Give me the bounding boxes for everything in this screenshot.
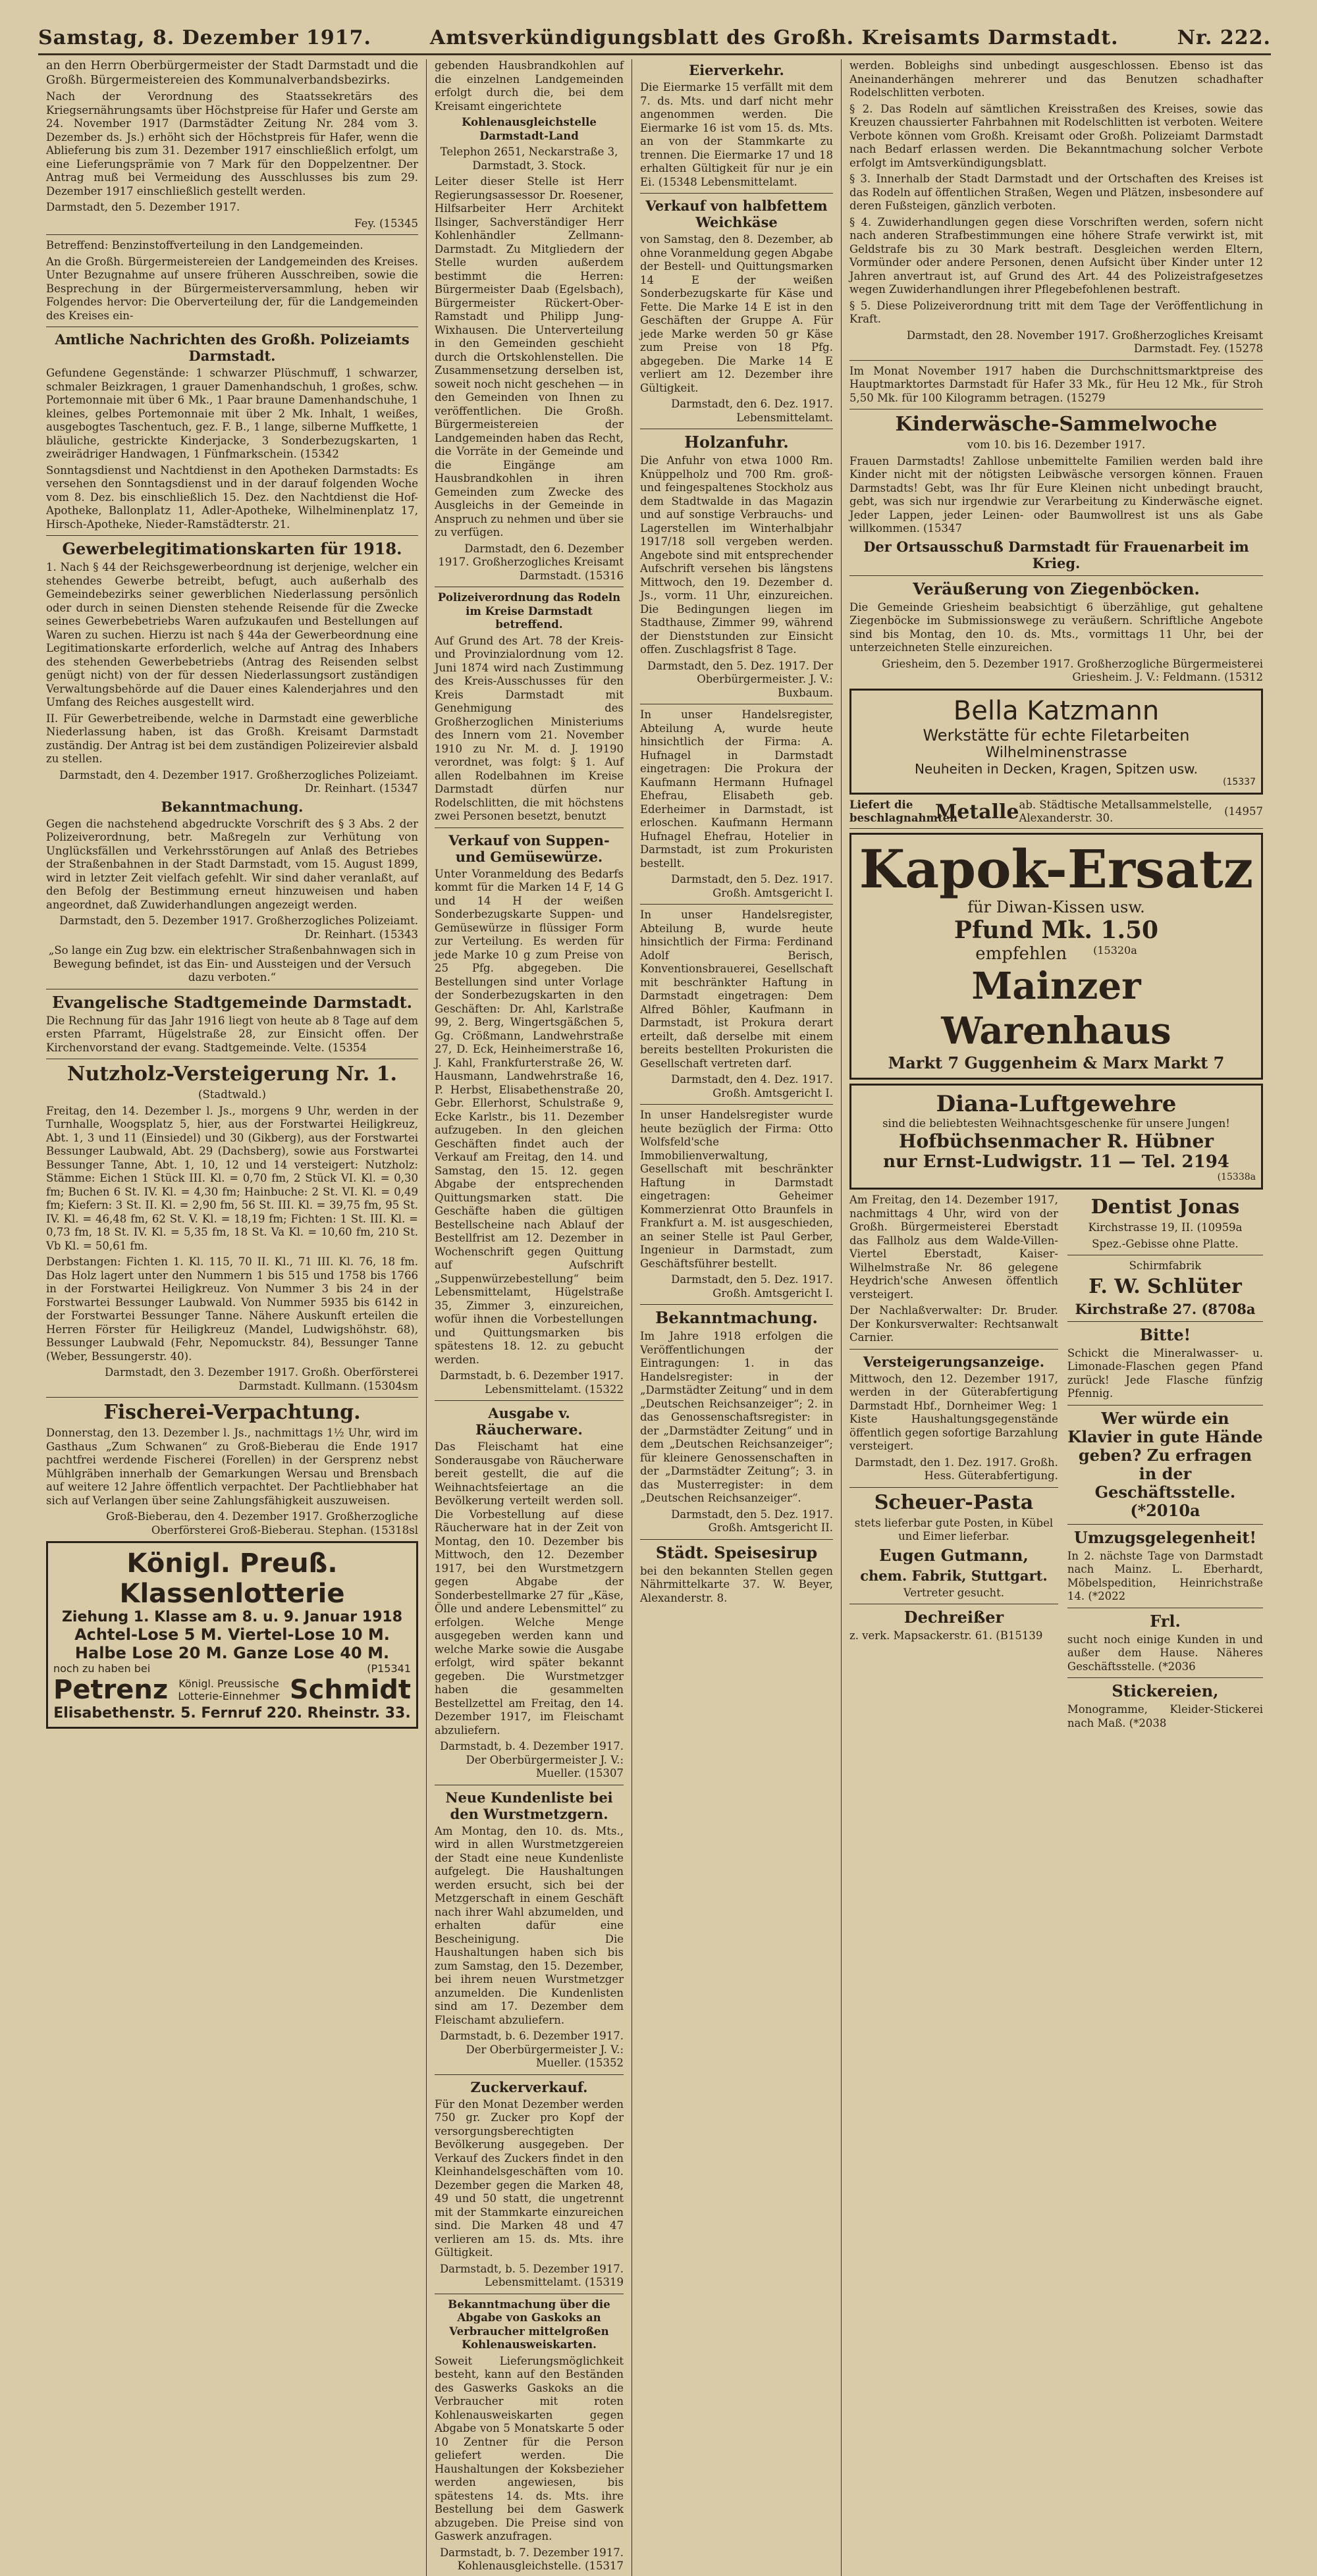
section-heading: Veräußerung von Ziegenböcken. [913,579,1200,598]
text-block: In unser Handelsregister, Abteilung B, wurde heute hinsichtlich der Firma: Ferdinand Adolf Berisch, Konventionsbrauerei, Gesellschaft mit beschränkter Haftung in Darmstadt eingetragen: Dem Alfred Böhler, Kaufmann in Darmstadt, ist Prokura derart erteilt, daß derselbe mit einem bereits bestellten Prokuristen die Gesellschaft vertreten darf. [640,908,833,1070]
ad-address: Markt 7 Guggenheim & Marx Markt 7 [888,1053,1225,1072]
divider [435,1400,624,1401]
ad-title: Bella Katzmann [953,695,1160,726]
signature: Darmstadt, b. 4. Dezember 1917. Der Oberbürgermeister J. V.: Mueller. (15307 [439,1740,624,1779]
lottery-note: noch zu haben bei [53,1662,151,1675]
text-block: Frauen Darmstadts! Zahllose unbemittelte Familien werden bald ihre Kinder nicht mit der nötigsten Leibwäsche versorgen können. Frauen Darmstadts! Gebt, was Ihr für Eure Kleinen nicht unbedingt braucht, gebt, was sich nur irgendwie zur Verarbeitung zu Kinderwäsche eignet. Jeder Lappen, jeder Leinen- oder Baumwollrest ist uns als Gabe willkommen. (15347 [849,454,1263,535]
signature: Fey. (15345 [354,217,418,230]
text-block: Im Jahre 1918 erfolgen die Veröffentlichungen der Eintragungen: 1. in das Handelsregister: in der „Darmstädter Zeitung“ und in dem „Deutschen Reichsanzeiger“; 2. in das Genossenschaftsregister: in der „Darmstädter Zeitung“ und in dem „Deutschen Reichsanzeiger“; für kleinere Genossenschaften in der „Darmstädter Zeitung“; 3. in das Musterregister: in dem „Deutschen Reichsanzeiger“. [640,1330,833,1504]
ad-line: Wilhelminenstrasse [985,744,1127,761]
signature: Der Nachlaßverwalter: Dr. Bruder. Der Konkursverwalter: Rechtsanwalt Carnier. [849,1304,1058,1344]
signature: Darmstadt, den 5. Dez. 1917. Großh. Amtsgericht I. [671,1273,833,1300]
section-heading: Nutzholz-Versteigerung Nr. 1. [67,1063,397,1086]
divider [1067,1524,1263,1525]
signature: Darmstadt, b. 7. Dezember 1917. Kohlenausgleichstelle. (15317 [439,2546,624,2572]
text-block: Soweit Lieferungsmöglichkeit besteht, kann auf den Beständen des Gaswerks Gaskoks an die Verbraucher mit roten Kohlenausweiskarten gegen Abgabe von 5 Monatskarte 5 oder 10 Zentner für die Person geliefert werden. Die Haushaltungen der Koksbezieher werden angewiesen, bis spätestens 14. ds. Mts. ihre Bestellung bei dem Gaswerk abzugeben. Die Preise sind von Gaswerk anzufragen. [435,2354,624,2542]
ad-code: (15320a [1093,943,1137,957]
divider [1067,1405,1263,1406]
text-block: Die Eiermarke 15 verfällt mit dem 7. ds. Mts. und darf nicht mehr angenommen werden. Die Eiermarke 16 ist vom 15. ds. Mts. an von der Stammkarte zu trennen. Die Eiermarke 17 und 18 erhalten Gültigkeit für nur je ein Ei. (15348 Lebensmittelamt. [640,81,833,188]
text-block: Die Gemeinde Griesheim beabsichtigt 6 überzählige, gut gehaltene Ziegenböcke im Submissionswege zu veräußern. Schriftliche Angebote sind bis Montag, den 10. ds. Mts., vormittags 11 Uhr, bei der unterzeichneten Stelle einzureichen. [849,600,1263,654]
ad-title: Dentist Jonas [1090,1196,1240,1219]
divider [46,1397,418,1398]
text-block: Nach der Verordnung des Staatssekretärs des Kriegsernährungsamts über Höchstpreise für Hafer und Gerste am 24. November 1917 (Darmstädter Zeitung Nr. 284 vom 3. Dezember ds. Js.) erhöht sich der Höchstpreis für Hafer, wenn die Ablieferung bis zum 31. Dezember 1917 einschließlich erfolgt, um eine Lieferungsprämie von 7 Mark für den Doppelzentner. Der Antrag muß bei Vermeidung des Ausschlusses bis zum 29. Dezember 1917 einschließlich gestellt werden. [46,90,418,197]
divider [849,1487,1058,1488]
text-block: 1. Nach § 44 der Reichsgewerbeordnung ist derjenige, welcher ein stehendes Gewerbe betreibt, befugt, auch außerhalb des Gemeindebezirks seiner gewerblichen Niederlassung persönlich oder durch in seinen Diensten stehende Reisende für die Zwecke seines Gewerbebetriebs Waren aufzukaufen und Bestellungen auf Waren zu suchen. Hierzu ist nach § 44a der Gewerbeordnung eine Legitimationskarte erforderlich, welche auf Antrag des Inhabers des stehenden Gewerbebetriebs (Antrag des Reisenden selbst genügt nicht) von der für dessen Niederlassungsort zuständigen Verwaltungsbehörde auf die Dauer eines Kalenderjahres und den Umfang des Reiches ausgestellt wird. [46,561,418,708]
divider [640,1539,833,1540]
signature: Darmstadt, b. 5. Dezember 1917. Lebensmittelamt. (15319 [439,2262,624,2288]
text-block: Unter Voranmeldung des Bedarfs kommt für die Marken 14 F, 14 G und 14 H der weißen Sonderbezugskarte Suppen- und Gemüsewürze in flüssiger Form zur Verteilung. Es werden für jede Marke 10 g zum Preise von 25 Pfg. abgegeben. Die Bestellungen sind unter Vorlage der Sonderbezugskarten in den Geschäften: Dr. Ahl, Karlstraße 99, 2. Berg, Wingertsgäßchen 5, Gg. Crößmann, Landwehrstraße 27, D. Eck, Heinheimerstraße 16, J. Kahl, Frankfurterstraße 26, W. Hausmann, Landwehrstraße 16, P. Herbst, Elisabethenstraße 20, Gebr. Ellerhorst, Schulstraße 9, Ecke Karlstr., bis 11. Dezember aufzugeben. In den gleichen Geschäften findet auch der Verkauf am Freitag, den 14. und Samstag, den 15. 12. gegen Abgabe der entsprechenden Quittungsmarken statt. Die Geschäfte haben die gültigen Bestellscheine nach Ablauf der Bestellfrist am 12. Dezember in Wochenschrift gegen Quittung auf Aufschrift „Suppenwürzebestellung“ beim Lebensmittelamt, Hügelstraße 35, Zimmer 3, einzureichen, wofür ihnen die Vorbestellungen und Quittungsmarken bis spätestens 18. 12. zu gebucht werden. [435,867,624,1366]
signature: Darmstadt, den 5. Dezember 1917. [46,201,240,213]
text-block: an den Herrn Oberbürgermeister der Stadt Darmstadt und die Großh. Bürgermeistereien des Kommunalverbandsbezirks. [46,59,418,87]
text-block: Schickt die Mineralwasser- u. Limonade-Flaschen gegen Pfand zurück! Jede Flasche fünfzig Pfennig. [1067,1346,1263,1400]
divider [849,360,1263,361]
column-2 [427,59,632,2576]
text-block: Gegen die nachstehend abgedruckte Vorschrift des § 3 Abs. 2 der Polizeiverordnung, betr. Maßregeln zur Verhütung von Unglücksfällen und Verkehrsstörungen auf Anlaß des Betriebes der Straßenbahnen in der Stadt Darmstadt, vom 15. August 1899, wird in letzter Zeit vielfach gefehlt. Wir sind daher veranlaßt, auf den Befolg der Bestimmung erneut hinzuweisen und haben angeordnet, daß Zuwiderhandlungen angezeigt werden. [46,817,418,911]
section-heading: Eierverkehr. [689,62,784,78]
ad-title: Kapok-Ersatz [859,837,1254,900]
text-block: Monogramme, Kleider-Stickerei nach Maß. (*2038 [1067,1703,1263,1729]
signature: Darmstadt, den 4. Dezember 1917. Großherzogliches Polizeiamt. Dr. Reinhart. (15347 [59,768,418,795]
text-block: Derbstangen: Fichten 1. Kl. 115, 70 II. Kl., 71 III. Kl. 76, 18 fm. Das Holz lagert unter den Nummern 1 bis 515 und 1758 bis 1766 in der Forstwartei Heiligkreuz. Von Nummer 3 bis 24 in der Forstwartei Bessunger Laubwald. Von Nummer 5935 bis 6142 in der Forstwartei Bessunger Tanne. Nähere Auskunft erteilen die Herren Förster für Heiligkreuz (Mandel, Ludwigshöhstr. 68), Bessunger Laubwald (Fehr, Nepomuckstr. 84), Bessunger Tanne (Weber, Bessungerstr. 40). [46,1255,418,1363]
text-block: An die Großh. Bürgermeistereien der Landgemeinden des Kreises. Unter Bezugnahme auf unsere früheren Ausschreiben, sowie die Besprechung in der Bürgermeisterversammlung, heben wir Folgendes hervor: Die Oberverteilung der, für die Landgemeinden des Kreises ein- [46,255,418,322]
text-block: Sonntagsdienst und Nachtdienst in den Apotheken Darmstadts: Es versehen den Sonntagsdienst und in der darauf folgenden Woche vom 8. Dez. bis einschließlich 15. Dez. den Nachtdienst die Hof-Apotheke, Ballonplatz 11, Adler-Apotheke, Wilhelminenplatz 17, Hirsch-Apotheke, Nieder-Ramstädterstr. 21. [46,463,418,531]
signature: Darmstadt, den 1. Dez. 1917. Großh. Hess. Güterabfertigung. [854,1456,1058,1482]
text-block: § 5. Diese Polizeiverordnung tritt mit dem Tage der Veröffentlichung in Kraft. [849,299,1263,325]
signature: Darmstadt, b. 6. Dezember 1917. Lebensmittelamt. (15322 [439,1369,624,1396]
ad-code: (15337 [1223,776,1256,787]
text-block: Donnerstag, den 13. Dezember l. Js., nachmittags 1½ Uhr, wird im Gasthaus „Zum Schwanen“ zu Groß-Bieberau die Ende 1917 pachtfrei werdende Fischerei (Forellen) in der Gersprenz nebst Mühlgräben innerhalb der Gemarkungen Wersau und Brensbach auf weitere 12 Jahre öffentlich verpachtet. Der Pachtliebhaber hat sich auf Verlangen über seine Zahlungsfähigkeit auszuweisen. [46,1427,418,1507]
section-heading: Verkauf von Suppen- und Gemüsewürze. [448,831,610,865]
ad-date: vom 10. bis 16. Dezember 1917. [967,438,1146,451]
ad-line: Schirmfabrik [1129,1259,1202,1272]
text-block: sucht noch einige Kunden in und außer dem Hause. Näheres Geschäftsstelle. (*2036 [1067,1633,1263,1673]
ad-line: für Diwan-Kissen usw. [967,897,1145,916]
text-block: Leiter dieser Stelle ist Herr Regierungsassessor Dr. Roesener, Hilfsarbeiter Herr Architekt Ilsinger, Sachverständiger Herr Kohlenhändler Zellmann-Darmstadt. Zu Mitgliedern der Stelle wurden außerdem bestimmt die Herren: Bürgermeister Daab (Egelsbach), Bürgermeister Rückert-Ober-Ramstadt und Philipp Jung-Wixhausen. Die Unterverteilung in den Gemeinden geschieht durch die Ortskohlenstellen. Die Zusammensetzung derselben ist, soweit noch nicht geschehen — in den Gemeinden von Ihnen zu veröffentlichen. Die Großh. Bürgermeistereien der Landgemeinden haben das Recht, die Vorräte in der Gemeinde und die Eingänge am Hausbrandkohlen in ihren Gemeinden zum Zwecke des Ausgleichs in der Gemeinde in Anspruch zu nehmen und über sie zu verfügen. [435,175,624,539]
section-heading: Verkauf von halbfettem Weichkäse [645,197,828,230]
text-block: Freitag, den 14. Dezember l. Js., morgens 9 Uhr, werden in der Turnhalle, Woogsplatz 5, hier, aus der Forstwartei Heiligkreuz, Abt. 1, 3 und 11 (Einsiedel) und 30 (Gikberg), aus der Forstwartei Bessunger Laubwald, Abt. 29 (Dachsberg), sowie aus Forstwartei Bessunger Tanne, Abt. 1, 10, 12 und 14 versteigert: Nutzholz: Stämme: Eichen 1 Stück III. Kl. = 0,70 fm, 2 Stück VI. Kl. = 0,30 fm; Buchen 6 St. IV. Kl. = 4,30 fm; Hainbuche: 2 St. VI. Kl. = 0,49 fm; Kiefern: 3 St. II. Kl. = 2,90 fm, 56 St. III. Kl. = 39,75 fm, 95 St. IV. Kl. = 46,48 fm, 62 St. V. Kl. = 18,19 fm; Fichten: 1 St. III. Kl. = 0,73 fm, 18 St. IV. Kl. = 5,35 fm, 18 St. Va Kl. = 10,60 fm, 210 St. Vb Kl. = 50,61 fm. [46,1104,418,1252]
columns [38,59,1271,2576]
text-block: werden. Bobleighs sind unbedingt ausgeschlossen. Ebenso ist das Aneinanderhängen mehrerer und das Benutzen schadhafter Rodelschlitten verboten. [849,59,1263,99]
lottery-vendor-desc: Königl. Preussische Lotterie-Einnehmer [178,1677,280,1702]
ad-title: Wer würde ein Klavier in gute Hände geben? Zu erfragen in der Geschäftsstelle. (*2010a [1067,1408,1263,1520]
ad-code: (15338a [1217,1172,1256,1182]
section-heading: Versteigerungsanzeige. [863,1353,1045,1370]
diana-ad [849,1084,1263,1190]
ad-line: stets lieferbar gute Posten, in Kübel und Eimer lieferbar. [854,1516,1054,1542]
ad-line: Kirchstraße 27. (8708a [1075,1300,1256,1317]
kapok-ad [849,833,1263,1080]
ad-title: Frl. [1150,1611,1181,1631]
column-1 [38,59,427,2576]
metal-ad [849,799,1263,829]
ad-line: Spez.-Gebisse ohne Platte. [1092,1237,1239,1250]
signature: Darmstadt, b. 6. Dezember 1917. Der Oberbürgermeister J. V.: Mueller. (15352 [439,2030,624,2069]
ad-vendor: Hofbüchsenmacher R. Hübner [898,1130,1214,1152]
header-number: Nr. 222. [1177,26,1271,49]
divider [1067,1321,1263,1322]
signature: Darmstadt, den 6. Dez. 1917. Lebensmittelamt. [671,398,833,424]
text-block: Mittwoch, den 12. Dezember 1917, werden in der Güterabfertigung Darmstadt Hbf., Dornheimer Weg: 1 Kiste Haushaltungsgegenstände öffentlich gegen sofortige Barzahlung versteigert. [849,1372,1058,1452]
lottery-ad [46,1541,418,1729]
text-block: In 2. nächste Tage von Darmstadt nach Mainz. L. Eberhardt, Möbelspedition, Heinrichstraße 14. (*2022 [1067,1549,1263,1602]
section-heading: Gewerbelegitimationskarten für 1918. [62,539,402,558]
notice-column [849,1194,1058,1646]
ads-column [1067,1194,1263,1733]
ad-line: sind die beliebtesten Weihnachtsgeschenke für unsere Jungen! [882,1117,1230,1130]
section-heading: Kohlenausgleichstelle Darmstadt-Land [462,116,597,142]
text-block: In unser Handelsregister, Abteilung A, wurde heute hinsichtlich der Firma: A. Hufnagel in Darmstadt eingetragen: Die Prokura der Kaufmann Hermann Hufnagel Ehefrau, Elisabeth geb. Ederheimer in Darmstadt, ist erloschen. Kaufmann Hermann Hufnagel Ehefrau, Hotelier in Darmstadt, ist zum Prokuristen bestellt. [640,708,833,870]
text-block: § 4. Zuwiderhandlungen gegen diese Vorschriften werden, sofern nicht nach anderen Strafbestimmungen eine höhere Strafe verwirkt ist, mit Geldstrafe bis zu 30 Mark bestraft. Desgleichen werden Eltern, Vormünder oder andere Personen, denen Aufsicht über Kinder unter 12 Jahren anvertraut ist, auf Grund des Art. 44 des Polizeistrafgesetzes wegen Zuwiderhandlungen ihrer Pflegebefohlenen bestraft. [849,215,1263,296]
lottery-vendor: Petrenz [53,1675,169,1705]
section-heading: Bekanntmachung über die Abgabe von Gaskoks an Verbraucher mittelgroßen Kohlenausweiskarten. [448,2298,610,2351]
ad-line: Kirchstrasse 19, II. (10959a [1088,1221,1243,1234]
ad-line: Werkstätte für echte Filetarbeiten [923,725,1190,745]
ad-line: Liefert die beschlagnahmten [849,798,958,824]
lottery-prices: Achtel-Lose 5 M. Viertel-Lose 10 M. [74,1625,390,1644]
lottery-prices: Halbe Lose 20 M. Ganze Lose 40 M. [74,1644,390,1662]
section-heading: Bekanntmachung. [161,798,304,815]
ad-line: empfehlen [975,943,1067,964]
divider [640,1304,833,1305]
divider [849,575,1263,576]
section-heading: Amtliche Nachrichten des Großh. Polizeiamts Darmstadt. [55,331,410,364]
bella-katzmann-ad [849,689,1263,795]
ad-address: nur Ernst-Ludwigstr. 11 — Tel. 2194 [883,1152,1229,1172]
text-block: Gefundene Gegenstände: 1 schwarzer Plüschmuff, 1 schwarzer, schmaler Beizkragen, 1 grauer Damenhandschuh, 1 großes, schw. Portemonnaie mit über 6 Mk., 1 Paar braune Damenhandschuhe, 1 kleines, gelbes Portemonnaie mit über 2 Mk. Inhalt, 1 weißes, ausgebogtes Taschentuch, gez. F. B., 1 lange, silberne Muffkette, 1 bläuliche, gestrickte Kinderjacke, 3 Sonderbezugskarten, 1 zweirädriger Handwagen, 1 Fünfmarkschein. (15342 [46,367,418,460]
text-block: Am Montag, den 10. ds. Mts., wird in allen Wurstmetzgereien der Stadt eine neue Kundenliste aufgelegt. Die Haushaltungen werden ersucht, sich bei der Metzgerschaft in einem Geschäft nach ihrer Wahl abzumelden, und erhalten dafür eine Bescheinigung. Die Haushaltungen haben sich bis zum Samstag, den 15. Dezember, bei ihrem neuen Wurstmetzger anzumelden. Die Kundenlisten sind am 17. Dezember dem Fleischamt abzuliefern. [435,1824,624,2026]
section-heading: Evangelische Stadtgemeinde Darmstadt. [51,992,413,1012]
text-block: Das Fleischamt hat eine Sonderausgabe von Räucherware bereit gestellt, die auf die Weihnachtsfeiertage an die Bevölkerung verteilt werden soll. Die Vorbestellung auf diese Räucherware hat in der Zeit von Montag, den 10. Dezember bis Mittwoch, den 12. Dezember 1917, bei den Wurstmetzgern gegen Abgabe der Sonderbestellmarke 27 für „Käse, Ölle und andere Lebensmittel“ zu erfolgen. Welche Menge ausgegeben werden kann und welche Marke sowie die Ausgabe erfolgt, wird später bekannt gegeben. Die Wurstmetzger haben die gesammelten Bestellzettel am Freitag, den 14. Dezember 1917, im Fleischamt abzuliefern. [435,1440,624,1737]
signature: Darmstadt, den 3. Dezember 1917. Großh. Oberförsterei Darmstadt. Kullmann. (15304sm [104,1366,418,1392]
text-block: Telephon 2651, Neckarstraße 3, Darmstadt, 3. Stock. [440,145,618,172]
column-3 [632,59,842,2576]
text-block: Die Anfuhr von etwa 1000 Rm. Knüppelholz und 700 Rm. groß- und feingespaltenes Stockholz aus dem Stadtwalde in das Magazin und auf sonstige Verbrauchs- und Lagerstellen im Winterhalbjahr 1917/18 soll vergeben werden. Angebote sind mit entsprechender Aufschrift versehen bis längstens Mittwoch, den 19. Dezember d. Js., vorm. 11 Uhr, einzureichen. Die Bedingungen liegen im Stadthause, Zimmer 99, während der Dienststunden zur Einsicht offen. Zuschlagsfrist 8 Tage. [640,454,833,656]
ad-title: Scheuer-Pasta [874,1490,1034,1514]
signature: Darmstadt, den 4. Dez. 1917. Großh. Amtsgericht I. [671,1073,833,1099]
section-heading: Holzanfuhr. [684,433,789,452]
text-block: II. Für Gewerbetreibende, welche in Darmstadt eine gewerbliche Niederlassung haben, ist das Großh. Kreisamt Darmstadt zuständig. Der Antrag ist bei dem zuständigen Polizeirevier alsbald zu stellen. [46,712,418,765]
ad-sponsor: Der Ortsausschuß Darmstadt für Frauenarbeit im Krieg. [863,538,1249,571]
lottery-title: Königl. Preuß. Klassenlotterie [119,1548,345,1609]
section-heading: Polizeiverordnung das Rodeln im Kreise Darmstadt betreffend. [437,591,621,631]
ad-line: z. verk. Mapsackerstr. 61. (B15139 [849,1629,1043,1642]
text-block: § 3. Innerhalb der Stadt Darmstadt und der Ortschaften des Kreises ist das Rodeln auf öffentlichen Straßen, Wegen und Plätzen, insbesondere auf deren Fußsteigen, gänzlich verboten. [849,172,1263,212]
ad-title: Stickereien, [1112,1681,1219,1700]
ad-vendor: Mainzer Warenhaus [941,964,1171,1053]
ad-line: ab. Städtische Metallsammelstelle, Alexanderstr. 30. [1019,798,1212,824]
page-header [38,26,1271,55]
divider [849,1349,1058,1350]
signature: Darmstadt, den 5. Dez. 1917. Großh. Amtsgericht II. [671,1508,833,1534]
header-title: Amtsverkündigungsblatt des Großh. Kreisamts Darmstadt. [429,26,1119,49]
signature: Darmstadt, den 5. Dez. 1917. Der Oberbürgermeister. J. V.: Buxbaum. [647,659,833,699]
ad-line: Vertreter gesucht. [903,1586,1004,1599]
signature: Darmstadt, den 28. November 1917. Großherzogliches Kreisamt Darmstadt. Fey. (15278 [906,329,1263,355]
divider [1067,1677,1263,1678]
ad-heading: Kinderwäsche-Sammelwoche [895,413,1218,436]
ad-price: Pfund Mk. 1.50 [954,916,1159,944]
signature: Darmstadt, den 5. Dezember 1917. Großherzogliches Polizeiamt. Dr. Reinhart. (15343 [59,914,418,941]
text-block: gebenden Hausbrandkohlen auf die einzelnen Landgemeinden erfolgt durch die, bei dem Kreisamt eingerichtete [435,59,624,113]
divider [640,1104,833,1105]
section-heading: Ausgabe v. Räucherware. [475,1405,583,1438]
signature: Darmstadt, den 6. Dezember 1917. Großherzogliches Kreisamt Darmstadt. (15316 [438,542,624,582]
text-block: Betreffend: Benzinstoffverteilung in den Landgemeinden. [46,239,363,251]
header-date: Samstag, 8. Dezember 1917. [38,26,371,49]
text-block: Für den Monat Dezember werden 750 gr. Zucker pro Kopf der versorgungsberechtigten Bevölkerung ausgegeben. Der Verkauf des Zuckers findet in den Kleinhandelsgeschäften vom 10. Dezember gegen die Marken 48, 49 und 50 statt, die ungetrennt mit der Stammkarte einzureichen sind. Die Marken 48 und 47 verlieren am 15. ds. Mts. ihre Gültigkeit. [435,2097,624,2259]
quote: „So lange ein Zug bzw. ein elektrischer Straßenbahnwagen sich in Bewegung befindet, ist das Ein- und Aussteigen und der Versuch dazu verboten.“ [48,944,416,984]
signature: Griesheim, den 5. Dezember 1917. Großherzogliche Bürgermeisterei Griesheim. J. V.: Feldmann. (15312 [882,657,1263,683]
ad-vendor: chem. Fabrik, Stuttgart. [860,1567,1048,1584]
text-block: Die Rechnung für das Jahr 1916 liegt von heute ab 8 Tage auf dem ersten Pfarramt, Hügelstraße 28, zur Einsicht offen. Der Kirchenvorstand der evang. Stadtgemeinde. Velte. (15354 [46,1014,418,1054]
text-block: In unser Handelsregister wurde heute bezüglich der Firma: Otto Wolfsfeld'sche Immobilienverwaltung, Gesellschaft mit beschränkter Haftung in Darmstadt eingetragen: Geheimer Kommerzienrat Otto Braunfels in Frankfurt a. M. ist ausgeschieden, an seiner Stelle ist Paul Gerber, Ingenieur in Darmstadt, zum Geschäftsführer bestellt. [640,1109,833,1270]
column-4 [842,59,1271,2576]
signature: Darmstadt, den 5. Dez. 1917. Großh. Amtsgericht I. [671,873,833,899]
ad-title: Bitte! [1139,1325,1191,1344]
text-block: § 2. Das Rodeln auf sämtlichen Kreisstraßen des Kreises, sowie das Kreuzen chaussierter Fahrbahnen mit Rodelschlitten ist verboten. Weitere Verbote können vom Großh. Kreisamt oder Großh. Polizeiamt Darmstadt nach Bedarf erlassen werden. Die Bekanntmachung solcher Verbote erfolgt im Amtsverkündigungsblatt. [849,102,1263,169]
section-heading: Fischerei-Verpachtung. [103,1401,361,1424]
lottery-date: Ziehung 1. Klasse am 8. u. 9. Januar 1918 [61,1609,403,1625]
section-heading: Bekanntmachung. [655,1308,818,1327]
subheading: (Stadtwald.) [198,1088,266,1101]
ad-title: Umzugsgelegenheit! [1073,1527,1256,1547]
text-block: bei den bekannten Stellen gegen Nährmittelkarte 37. W. Beyer, Alexanderstr. 8. [640,1564,833,1604]
divider [640,904,833,905]
divider [435,2074,624,2075]
divider [46,234,418,235]
section-heading: Städt. Speisesirup [655,1542,818,1562]
signature: Groß-Bieberau, den 4. Dezember 1917. Großherzogliche Oberförsterei Groß-Bieberau. Stephan. (15318sl [106,1510,418,1537]
lottery-code: (P15341 [367,1662,411,1675]
divider [640,193,833,194]
ad-title: F. W. Schlüter [1089,1275,1242,1298]
lottery-address: Elisabethenstr. 5. Fernruf 220. Rheinstr. 33. [53,1705,411,1722]
ad-line: Neuheiten in Decken, Kragen, Spitzen usw. [914,760,1198,777]
ad-vendor: Eugen Gutmann, [879,1545,1029,1565]
section-heading: Neue Kundenliste bei den Wurstmetzgern. [445,1789,613,1822]
text-block: Am Freitag, den 14. Dezember 1917, nachmittags 4 Uhr, wird von der Großh. Bürgermeisterei Eberstadt das Fallholz aus dem Walde-Villen-Viertel Eberstadt, Kaiser-Wilhelmstraße Nr. 86 gelegene Heydrich'sche Anwesen öffentlich versteigert. [849,1194,1058,1301]
section-heading: Zuckerverkauf. [470,2078,588,2095]
ad-title: Metalle [935,800,1019,824]
divider [46,535,418,536]
lottery-vendor: Schmidt [289,1675,411,1705]
text-block: Im Monat November 1917 haben die Durchschnittsmarktpreise des Hauptmarktortes Darmstadt für Hafer 33 Mk., für Heu 12 Mk., für Stroh 5,50 Mk. für 100 Kilogramm betragen. (15279 [849,364,1263,404]
ad-title: Diana-Luftgewehre [936,1090,1177,1117]
text-block: von Samstag, den 8. Dezember, ab ohne Voranmeldung gegen Abgabe der Bestell- und Quittungsmarken 14 E der weißen Sonderbezugskarte für Käse und Fette. Die Marke 14 E ist in den Geschäften der Gruppe A. Für jede Marke werden 50 gr Käse zum Preise von 18 Pfg. abgegeben. Die Marke 14 E verliert am 12. Dezember ihre Gültigkeit. [640,233,833,394]
text-block: Auf Grund des Art. 78 der Kreis- und Provinzialordnung vom 12. Juni 1874 wird nach Zustimmung des Kreis-Ausschusses für den Kreis Darmstadt mit Genehmigung des Großherzoglichen Ministeriums des Innern vom 21. November 1910 zu Nr. M. d. J. 19190 verordnet, was folgt: § 1. Auf allen Rodelbahnen im Kreise Darmstadt dürfen nur Rodelschlitten, die mit höchstens zwei Personen besetzt, benutzt [435,634,624,822]
ad-title: Dechreißer [903,1608,1004,1627]
ad-code: (14957 [1224,804,1263,818]
